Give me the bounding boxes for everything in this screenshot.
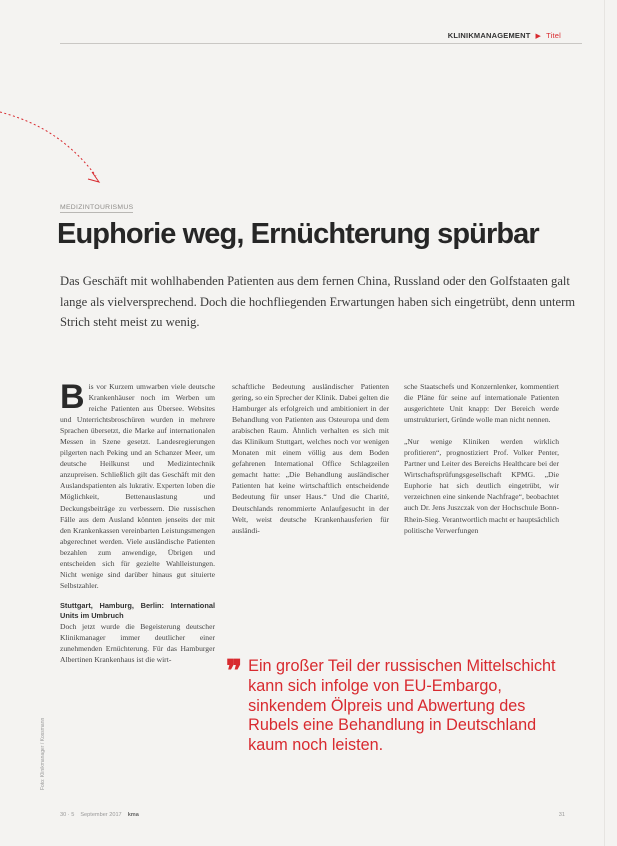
page-footer [60, 812, 565, 818]
paragraph-text: is vor Kurzem umwarben viele deutsche Krankenhäuser noch im Werben um reiche Patienten aus Übersee. Websites und Unterrichtsbroschüren wurden in mehrere Sprachen übersetzt, die Marke auf internationalen Messen in Szene gesetzt. Landesregierungen pilgerten nach Peking und an Schanzer Meer, um deutsche Heilkunst und Medizintechnik anzupreisen. Schließlich gilt das Geschäft mit den Auslandspatienten als lukrativ. Experten loben die Möglichkeit, Bettenauslastung und Deckungsbeiträge zu verbessern. Die russischen Fälle aus dem Ausland könnten jenseits der mit den Krankenkassen vereinbarten Leistungsmengen abgerechnet werden. Viele ausländische Patienten bezahlen zum anwendige, Übrigen und entscheiden sich für gezielte Wahlleistungen. Nicht wenige sind darüber hinaus gut situierte Selbstzahler. [60, 382, 215, 590]
header-arrow-icon: ▶ [535, 32, 542, 40]
section-subhead: Stuttgart, Hamburg, Berlin: International Units im Umbruch [60, 600, 215, 620]
quote-mark-icon: ❞ [226, 655, 243, 688]
body-paragraph: sche Staatschefs und Konzernlenker, kommentiert die Pläne für seine auf internationale Patienten ausgerichtete Unit knapp: Der Bereich werde umstrukturiert, Gründe wolle man nicht nennen. [404, 382, 559, 425]
footer-page-left: 30 · 5 [60, 812, 75, 818]
body-column-1 [60, 378, 215, 665]
body-paragraph: „Nur wenige Kliniken werden wirklich profitieren“, prognostiziert Prof. Volker Penter, Partner und Leiter des Bereichs Healthcare bei der Wirtschaftsprüfungsgesellschaft KPMG. „Die Euphorie hat sich deutlich eingetrübt, wir verzeichnen eine sinkende Nachfrage“, beobachtet auch Dr. Jens Juszczak von der Hochschule Bonn-Rhein-Sieg. Verantwortlich macht er hauptsächlich politische Verwerfungen [404, 437, 559, 535]
article-kicker: MEDIZINTOURISMUS [60, 204, 134, 211]
dashed-arrow-icon [0, 100, 110, 190]
drop-cap: B [60, 378, 85, 416]
body-column-2 [232, 381, 389, 536]
running-header [448, 31, 561, 40]
footer-issue: September 2017 [80, 812, 122, 818]
footer-page-right: 31 [558, 812, 565, 818]
body-paragraph [60, 378, 215, 591]
photo-credit: Foto: Klinikmanager / Kossmann [40, 717, 46, 790]
body-paragraph: Doch jetzt wurde die Begeisterung deutscher Klinikmanager immer deutlicher einer zunehmenden Ernüchterung. Für das Hamburger Albertinen Krankenhaus ist die wirt- [60, 621, 215, 665]
header-rule [60, 43, 582, 44]
pull-quote [226, 657, 566, 756]
article-headline: Euphorie weg, Ernüchterung spürbar [57, 218, 539, 250]
header-subsection: Titel [546, 31, 561, 40]
header-section: KLINIKMANAGEMENT [447, 31, 531, 40]
page-edge [604, 0, 605, 846]
footer-brand: kma [127, 812, 139, 818]
body-column-3 [404, 381, 559, 536]
body-paragraph: schaftliche Bedeutung ausländischer Patienten gering, so ein Sprecher der Klinik. Dabei gelten die Hamburger als erfolgreich und ambitioniert in der Behandlung von Patienten aus Osteuropa und dem arabischen Raum. Ähnlich verhalten es sich mit das Klinikum Stuttgart, welches noch vor wenigen Monaten mit einem völlig aus dem Boden gefahrenen International Office Schlagzeilen gemacht hatte: „Die Behandlung ausländischer Patienten hat keine wirtschaftlich entscheidende Bedeutung für unser Haus.“ Und die Charité, Deutschlands renommierte Anlaufgesucht in der Welt, weist deutsche Krankenhausferien für ausländi- [232, 382, 389, 535]
article-lead: Das Geschäft mit wohlhabenden Patienten aus dem fernen China, Russland oder den Golfstaaten galt lange als vielversprechend. Doch die hochfliegenden Erwartungen haben sich eingetrübt, denn unterm Strich steht meist zu wenig. [60, 274, 576, 329]
pull-quote-text: Ein großer Teil der russischen Mittelschicht kann sich infolge von EU-Embargo, sinkendem Ölpreis und Abwertung des Rubels eine Behandlung in Deutschland kaum noch leisten. [248, 657, 556, 755]
